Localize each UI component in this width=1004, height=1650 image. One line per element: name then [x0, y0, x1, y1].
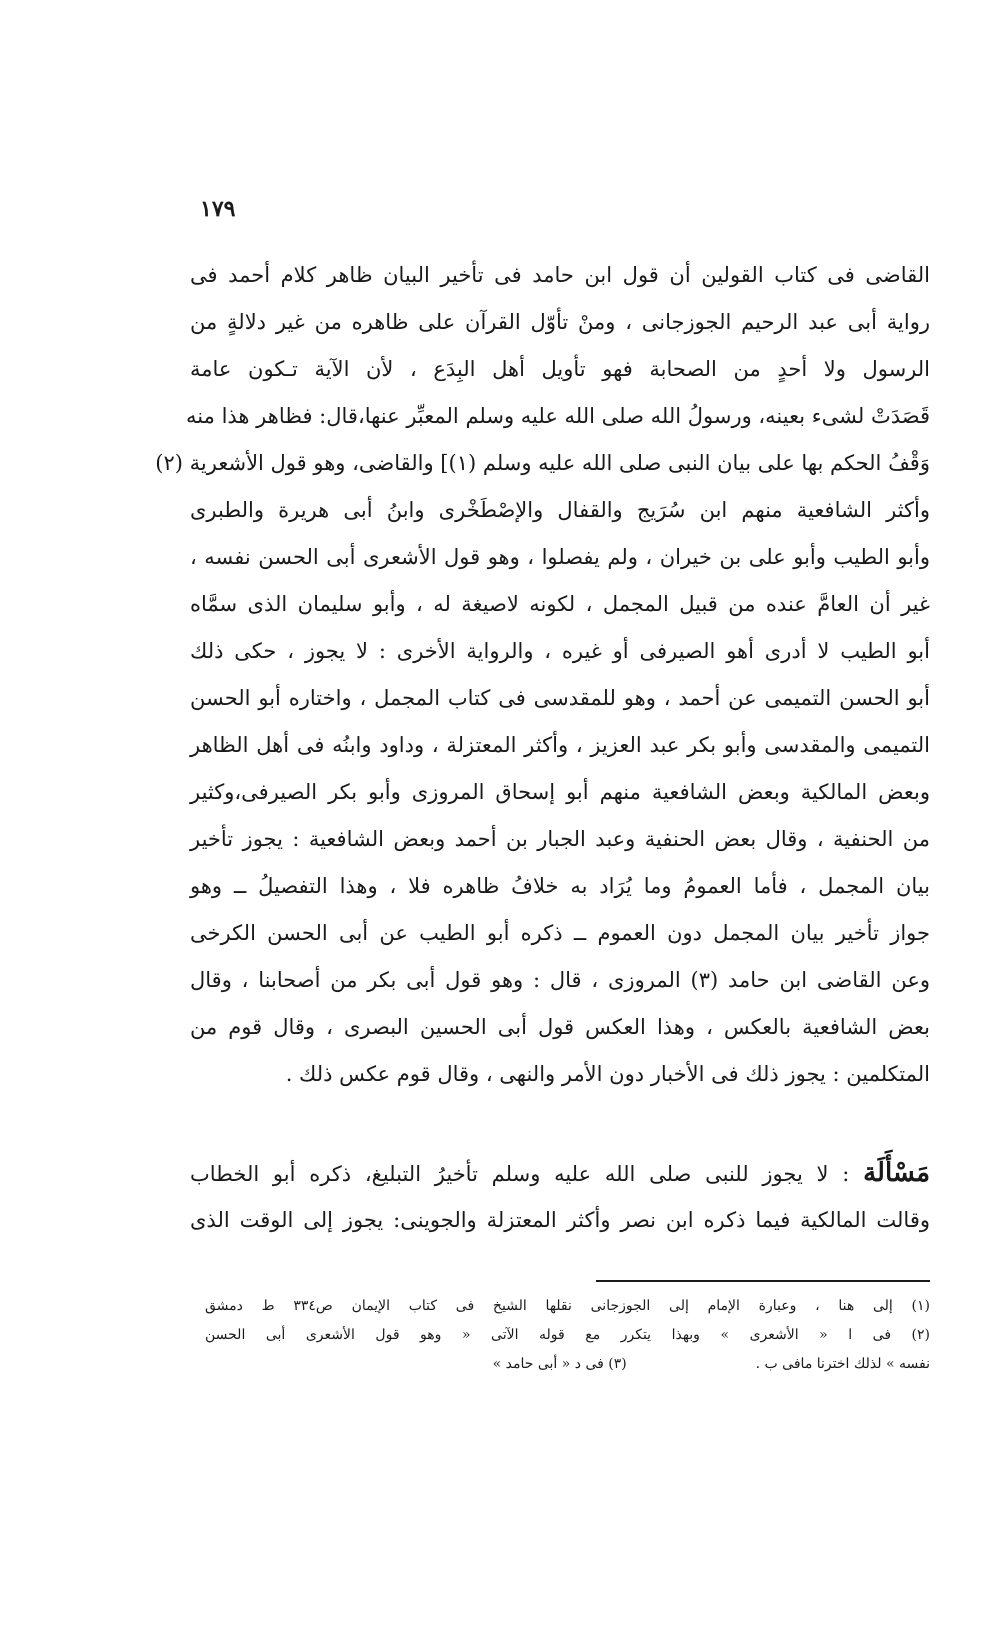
- text-line: القاضى فى كتاب القولين أن قول ابن حامد فى تأخير البيان ظاهر كلام أحمد فى: [190, 263, 930, 287]
- main-text: [155, 252, 931, 1098]
- text-line: التميمى والمقدسى وأبو بكر عبد العزيز ، وأكثر المعتزلة ، وداود وابنُه فى أهل الظاهر: [190, 733, 930, 757]
- text-line: وأكثر الشافعية منهم ابن سُرَيج والقفال والإصْطَخْرى وابنُ أبى هريرة والطبرى: [190, 498, 930, 522]
- text-line: جواز تأخير بيان المجمل دون العموم ــ ذكره أبو الطيب عن أبى الحسن الكرخى: [190, 921, 930, 945]
- text-line: رواية أبى عبد الرحيم الجوزجانى ، ومنْ تأوّل القرآن على ظاهره من غير دلالةٍ من: [190, 310, 930, 334]
- text-line: أبو الحسن التميمى عن أحمد ، وهو للمقدسى فى كتاب المجمل ، واختاره أبو الحسن: [190, 686, 930, 710]
- footnote-3: (٣) فى د « أبى حامد »: [492, 1356, 627, 1372]
- text-line: بعض الشافعية بالعكس ، وهذا العكس قول أبى الحسين البصرى ، وقال قوم من: [190, 1015, 930, 1039]
- footnotes: [205, 1292, 930, 1379]
- footnote-2-continued: نفسه » لذلك اخترنا مافى ب .: [755, 1356, 930, 1372]
- text-line: وعن القاضى ابن حامد (٣) المروزى ، قال : وهو قول أبى بكر من أصحابنا ، وقال: [190, 968, 930, 992]
- footnote-line: [205, 1350, 930, 1379]
- text-line: من الحنفية ، وقال بعض الحنفية وعبد الجبار بن أحمد وبعض الشافعية : يجوز تأخير: [190, 827, 930, 851]
- footnote-2: (٢) فى ا « الأشعرى » وبهذا يتكرر مع قوله الآتى « وهو قول الأشعرى أبى الحسن: [205, 1327, 930, 1343]
- text-line: أبو الطيب لا أدرى أهو الصيرفى أو غيره ، والرواية الأخرى : لا يجوز ، حكى ذلك: [190, 639, 930, 663]
- masala-section: [190, 1150, 930, 1244]
- text-line: الرسول ولا أحدٍ من الصحابة فهو تأويل أهل البِدَع ، لأن الآية تـكون عامة: [190, 357, 930, 381]
- text-line: وبعض المالكية وبعض الشافعية منهم أبو إسحاق المروزى وأبو بكر الصيرفى،وكثير: [190, 780, 930, 804]
- text-line: وأبو الطيب وأبو على بن خيران ، ولم يفصلوا ، وهو قول الأشعرى أبى الحسن نفسه ،: [190, 545, 930, 569]
- text-line: بيان المجمل ، فأما العمومُ وما يُرَاد به خلافُ ظاهره فلا ، وهذا التفصيلُ ــ وهو: [190, 874, 930, 898]
- footnote-1: (١) إلى هنا ، وعبارة الإمام إلى الجوزجانى نقلها الشيخ فى كتاب الإيمان ص٣٣٤ ط دمشق: [205, 1298, 931, 1314]
- footnote-divider: [596, 1280, 930, 1282]
- page-number: ١٧٩: [200, 196, 236, 222]
- section-heading: مَسْأَلَة: [863, 1158, 930, 1188]
- section-line-text: : لا يجوز للنبى صلى الله عليه وسلم تأخيرُ التبليغ، ذكره أبو الخطاب: [190, 1162, 850, 1186]
- text-line: وَقْفُ الحكم بها على بيان النبى صلى الله عليه وسلم (١)] والقاضى، وهو قول الأشعرية (٢): [155, 451, 930, 475]
- text-line: غير أن العامَّ عنده من قبيل المجمل ، لكونه لاصيغة له ، وأبو سليمان الذى سمَّاه: [190, 592, 931, 616]
- section-first-line: [190, 1150, 930, 1197]
- text-line: قَصَدَتْ لشىء بعينه، ورسولُ الله صلى الله عليه وسلم المعبِّر عنها،قال: فظاهر هذا منه: [186, 404, 930, 428]
- text-line: وقالت المالكية فيما ذكره ابن نصر وأكثر المعتزلة والجوينى: يجوز إلى الوقت الذى: [190, 1208, 930, 1232]
- text-line: المتكلمين : يجوز ذلك فى الأخبار دون الأمر والنهى ، وقال قوم عكس ذلك .: [285, 1062, 930, 1086]
